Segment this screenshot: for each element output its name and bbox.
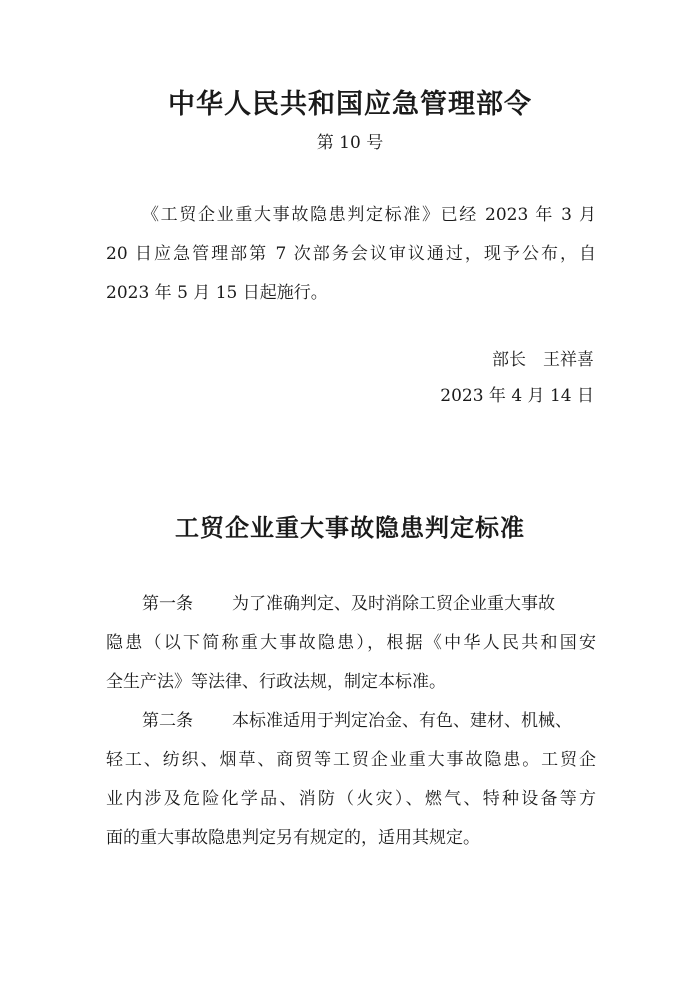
article-2-line: 面的重大事故隐患判定另有规定的，适用其规定。 — [106, 828, 480, 848]
standard-title: 工贸企业重大事故隐患判定标准 — [175, 514, 525, 542]
article-2-line: 业内涉及危险化学品、消防（火灾）、燃气、特种设备等方 — [106, 789, 596, 809]
article-1-line: 全生产法》等法律、行政法规，制定本标准。 — [106, 672, 446, 692]
articles-section — [106, 585, 596, 858]
article-1-label: 第一条 — [142, 594, 193, 614]
article-1-first-line — [106, 585, 596, 624]
announcement-paragraph — [106, 196, 596, 313]
announcement-line: 20 日应急管理部第 7 次部务会议审议通过，现予公布，自 — [106, 244, 596, 264]
article-2-line: 轻工、纺织、烟草、商贸等工贸企业重大事故隐患。工贸企 — [106, 750, 596, 770]
article-2-label: 第二条 — [142, 711, 193, 731]
signature-block — [440, 342, 594, 414]
announcement-line: 2023 年 5 月 15 日起施行。 — [106, 283, 328, 303]
article-1-text: 为了准确判定、及时消除工贸企业重大事故 — [232, 594, 555, 614]
order-number: 第 10 号 — [316, 133, 384, 153]
article-1-line: 隐患（以下简称重大事故隐患），根据《中华人民共和国安 — [106, 633, 596, 653]
announcement-line: 《工贸企业重大事故隐患判定标准》已经 2023 年 3 月 — [142, 205, 596, 225]
article-2-first-line — [106, 702, 596, 741]
signature-date: 2023 年 4 月 14 日 — [440, 386, 594, 406]
order-title: 中华人民共和国应急管理部令 — [168, 89, 532, 120]
article-2-text: 本标准适用于判定冶金、有色、建材、机械、 — [232, 711, 572, 731]
minister-signature: 部长 王祥喜 — [492, 350, 594, 370]
